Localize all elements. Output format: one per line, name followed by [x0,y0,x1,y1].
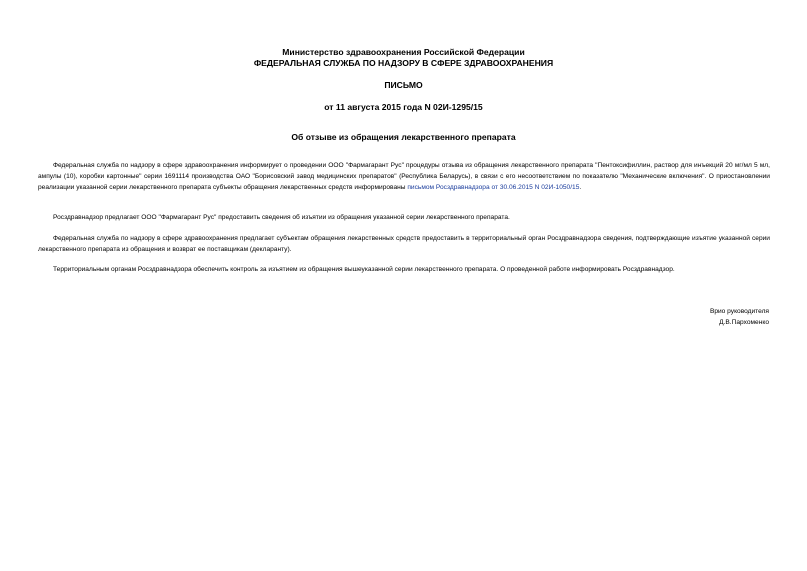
paragraph-subjects-request: Федеральная служба по надзору в сфере здравоохранения предлагает субъектам обращения лекарственных средств предоставить в территориальный орган Росздравнадзора сведения, подтверждающие изъятие указанной серии лекарственного препарата из обращения и возврат ее поставщикам (декларанту). [38,235,770,253]
service-heading: ФЕДЕРАЛЬНАЯ СЛУЖБА ПО НАДЗОРУ В СФЕРЕ ЗДРАВООХРАНЕНИЯ [253,58,554,68]
document-date-number: от 11 августа 2015 года N 02И-1295/15 [324,102,483,112]
paragraph-recall-end: . [579,184,582,191]
signature-position: Врио руководителя [709,308,769,315]
document-subject: Об отзыве из обращения лекарственного препарата [291,132,516,142]
document-type: ПИСЬМО [384,80,423,90]
paragraph-recall-text: Федеральная служба по надзору в сфере здравоохранения информирует о проведении ООО "Фармагарант Рус" процедуры отзыва из обращения лекарственного препарата "Пентоксифиллин, раствор для инъекций 20 мг/мл 5 мл, ампулы (10), коробки картонные" серии 1691114 производства ОАО "Борисовский завод медицинских препаратов" (Республика Беларусь), в связи с его несоответствием по показателю "Механические включения". О приостановлении реализации указанной серии лекарственного препарата субъекты обращения лекарственных средств информированы [38,162,770,191]
ministry-heading: Министерство здравоохранения Российской Федерации [282,47,525,57]
signature-name: Д.В.Пархоменко [719,319,769,326]
reference-letter-link[interactable]: письмом Росздравнадзора от 30.06.2015 N 02И-1050/15 [407,184,580,191]
paragraph-territorial-control: Территориальным органам Росздравнадзора обеспечить контроль за изъятием из обращения вышеуказанной серии лекарственного препарата. О проведенной работе информировать Росздравнадзор. [53,266,675,273]
paragraph-recall-info [38,160,770,193]
paragraph-request-info: Росздравнадзор предлагает ООО "Фармагарант Рус" предоставить сведения об изъятии из обращения указанной серии лекарственного препарата. [53,214,510,221]
